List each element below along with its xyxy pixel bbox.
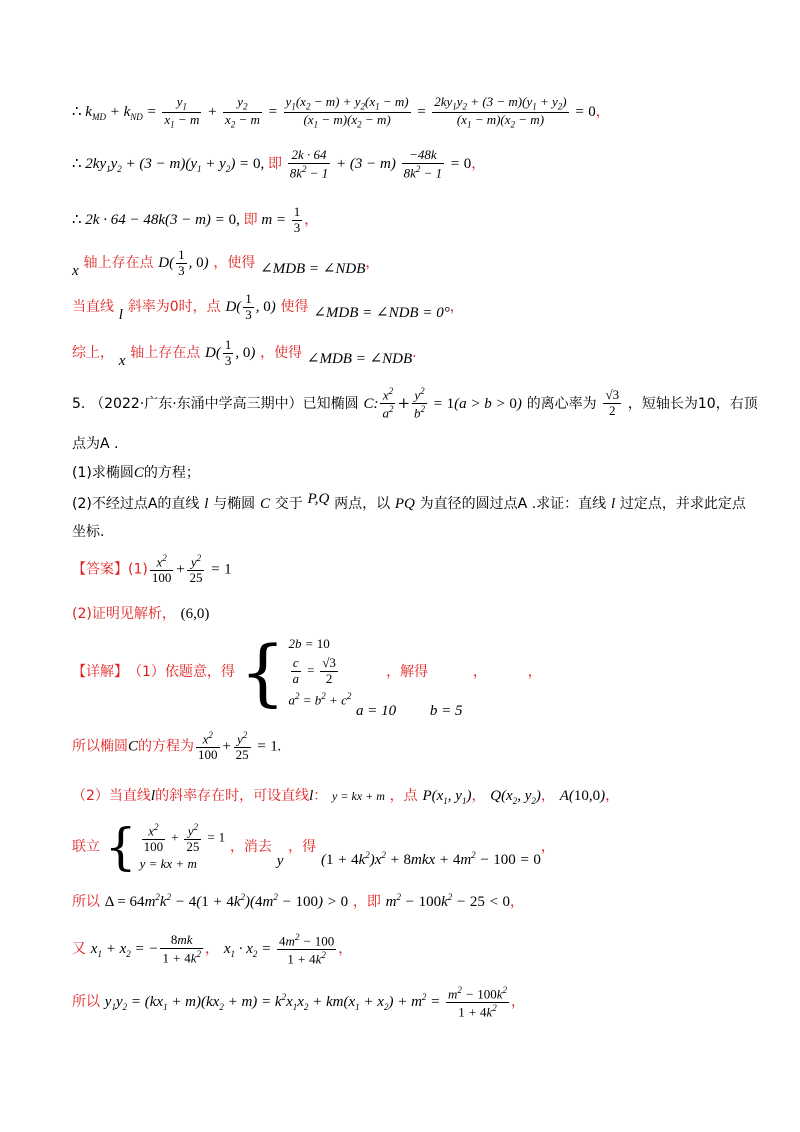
conclusion-line-2: 当直线 l 斜率为0时，点 D( $\frac{1}{3}$ , 0) 使得 ∠MDB = ∠NDB = 0°， xyxy=(72,291,464,323)
solved-values: a = 10 b = 5 xyxy=(356,703,463,719)
equation-condition: ∴ $2ky_1y_2 + (3 - m)(y_1 + y_2) = 0$, 即 $\frac{2k \cdot 64}{8k^2 - 1}$ + (3 − m) $\frac{-48k}{8k^2 - 1}$ = 0， xyxy=(72,147,486,181)
question-2: (2)不经过点A的直线 l 与椭圆 C 交于 P,Q 两点，以 PQ 为直径的圆过点A .求证：直线 l 过定点，并求此定点 xyxy=(72,491,746,512)
question-1: (1)求椭圆C的方程； xyxy=(72,465,200,481)
answer-line-2: (2)证明见解析， (6,0) xyxy=(72,606,210,622)
detail-product: 所以 $y_1y_2 = (kx_1 + m)(kx_2 + m) = k^2x_1x_2 + km(x_1 + x_2) + m^2$ = $\frac{m^2 - 100k^2}{1 + 4k^2}$ ， xyxy=(72,985,525,1020)
detail-vieta: 又 $x_1 + x_2$ = − $\frac{8mk}{1 + 4k^2}$ ， $x_1 \cdot x_2$ = $\frac{4m^2 - 100}{1 + 4k^2}$ ， xyxy=(72,932,353,967)
question-2-cont: 坐标. xyxy=(72,524,105,540)
conclusion-line-1: x 轴上存在点 D( $\frac{1}{3}$ , 0) ，使得 ∠MDB = ∠NDB， xyxy=(72,247,380,279)
detail-part-2: （2）当直线l的斜率存在时，可设直线l： y = kx + m ，点 $P(x_1$, $y_1$)， $Q(x_2$, $y_2$)， A(10,0)， xyxy=(72,788,620,806)
conclusion-line-3: 综上， x 轴上存在点 D( $\frac{1}{3}$ , 0) ，使得 ∠MDB = ∠NDB. xyxy=(72,337,417,369)
detail-system: 联立 { $\frac{x^2}{100}$ + $\frac{y^2}{25}$ = 1 y = kx + m ，消去 y ，得 $(1 + 4k^2)x^2 + 8mkx + 4m^2 - 100 = 0$， xyxy=(72,818,555,876)
detail-ellipse-equation: 所以椭圆C的方程为 $\frac{x^2}{100}$ + $\frac{y^2}{25}$ = 1. xyxy=(72,730,282,763)
equation-solve-m: ∴ 2k · 64 − 48k(3 − m) = 0, 即 m = $\frac{1}{3}$ ， xyxy=(72,204,319,235)
problem-statement: 5. （2022·广东·东涌中学高三期中）已知椭圆 C: $\frac{x^2}{a^2}$ + $\frac{y^2}{b^2}$ = 1(a > b > 0) 的离心率为 $\frac{√3}{2}$ ，短轴长为10，右顶 xyxy=(72,386,758,421)
detail-part-1: 【详解】（1）依题意，得 { 2b = 10 $\frac{c}{a}$ = $\frac{√3}{2}$ $a^2 = b^2 + c^2$ ，解得 ， ， xyxy=(72,630,542,714)
equation-slope-sum: ∴ $k_{MD} + k_{ND}$ = $\frac{y_1}{x_1 - m}$ + $\frac{y_2}{x_2 - m}$ = $\frac{y_1(x_2 - m) + y_2(x_1 - m)}{(x_1 - m)(x_2 - m)}$ = $\frac{2ky_1y_2 + (3 - m)(y_1 + y_2)}{(x_1 - m)(x_2 - m)}$ = 0， xyxy=(72,94,610,130)
problem-statement-cont: 点为A . xyxy=(72,436,119,452)
answer-line-1: 【答案】(1) $\frac{x^2}{100}$ + $\frac{y^2}{25}$ = 1 xyxy=(72,553,232,586)
detail-discriminant: 所以 $\Delta = 64m^2k^2 - 4(1 + 4k^2)(4m^2 - 100) > 0$ ，即 $m^2 - 100k^2 - 25 < 0$， xyxy=(72,892,525,910)
